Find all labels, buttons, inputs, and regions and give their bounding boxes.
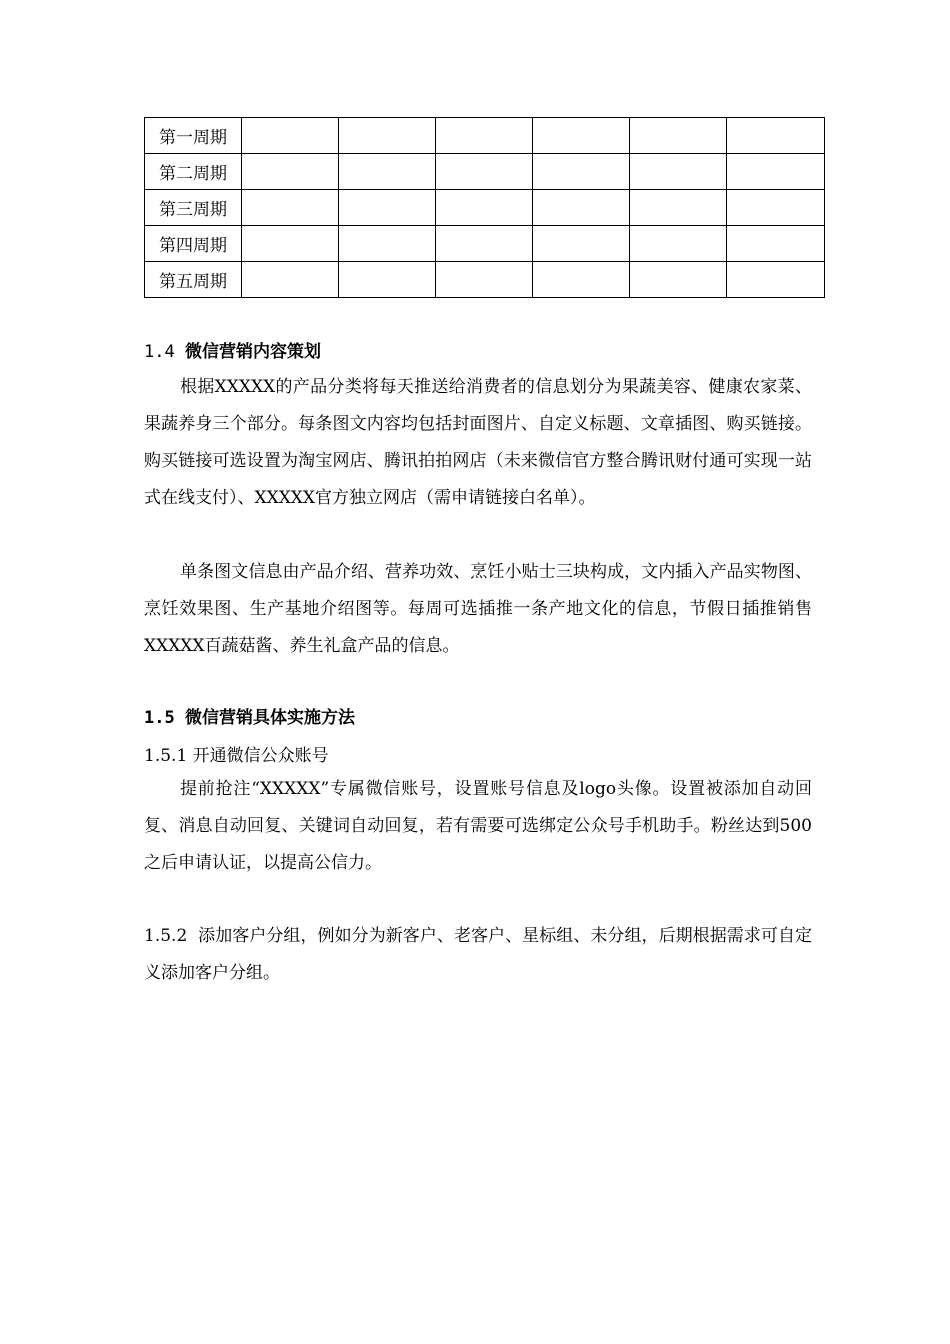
table-cell [630,190,727,226]
table-cell [242,226,339,262]
section-title: 微信营销内容策划 [184,342,321,362]
table-cell [727,226,825,262]
table-cell [436,118,533,154]
table-row [145,190,825,226]
table-cell [727,190,825,226]
table-cell [242,154,339,190]
table-cell [339,154,436,190]
paragraph-content-categories: 根据XXXXX的产品分类将每天推送给消费者的信息划分为果蔬美容、健康农家菜、果蔬养身三个部分。每条图文内容均包括封面图片、自定义标题、文章插图、购买链接。购买链接可选设置为淘宝网店、腾讯拍拍网店（未来微信官方整合腾讯财付通可实现一站式在线支付）、XXXXX官方独立网店（需申请链接白名单）。 [144,377,812,508]
table-cell [727,118,825,154]
table-cell [727,154,825,190]
table-cell [242,262,339,298]
table-row [145,226,825,262]
subsection-title: 1.5.1 开通微信公众账号 [144,746,329,766]
paragraph-article-structure: 单条图文信息由产品介绍、营养功效、烹饪小贴士三块构成，文内插入产品实物图、烹饪效果图、生产基地介绍图等。每周可选插推一条产地文化的信息，节假日插推销售XXXXX百蔬菇酱、养生礼盒产品的信息。 [144,562,812,656]
table-cell [630,262,727,298]
table-row [145,118,825,154]
section-heading-1-4 [144,342,321,362]
table-cell [533,262,630,298]
table-cell [533,118,630,154]
table-cell [339,262,436,298]
paragraph-open-account: 提前抢注“XXXXX”专属微信账号，设置账号信息及logo头像。设置被添加自动回复、消息自动回复、关键词自动回复，若有需要可选绑定公众号手机助手。粉丝达到500之后申请认证，以提高公信力。 [144,779,812,873]
table-cell [436,226,533,262]
section-title: 微信营销具体实施方法 [184,708,355,728]
table-cell [436,262,533,298]
table-cell [630,226,727,262]
table-cell [727,262,825,298]
row-label: 第一周期 [145,118,242,154]
table-row [145,262,825,298]
section-number: 1.4 [144,342,185,362]
table-cell [339,118,436,154]
table-cell [630,154,727,190]
table-cell [533,226,630,262]
row-label: 第三周期 [145,190,242,226]
section-heading-1-5 [144,708,355,728]
table-cell [436,190,533,226]
paragraph-customer-groups: 1.5.2 添加客户分组，例如分为新客户、老客户、星标组、未分组，后期根据需求可自定义添加客户分组。 [144,926,812,983]
table-cell [339,190,436,226]
table-cell [533,190,630,226]
table-cell [242,190,339,226]
table-cell [339,226,436,262]
row-label: 第五周期 [145,262,242,298]
table-cell [630,118,727,154]
schedule-table [144,117,825,298]
table-cell [242,118,339,154]
subsection-heading-1-5-1 [144,746,329,766]
table-cell [533,154,630,190]
row-label: 第二周期 [145,154,242,190]
table-row [145,154,825,190]
section-number: 1.5 [144,708,185,728]
table-cell [436,154,533,190]
row-label: 第四周期 [145,226,242,262]
